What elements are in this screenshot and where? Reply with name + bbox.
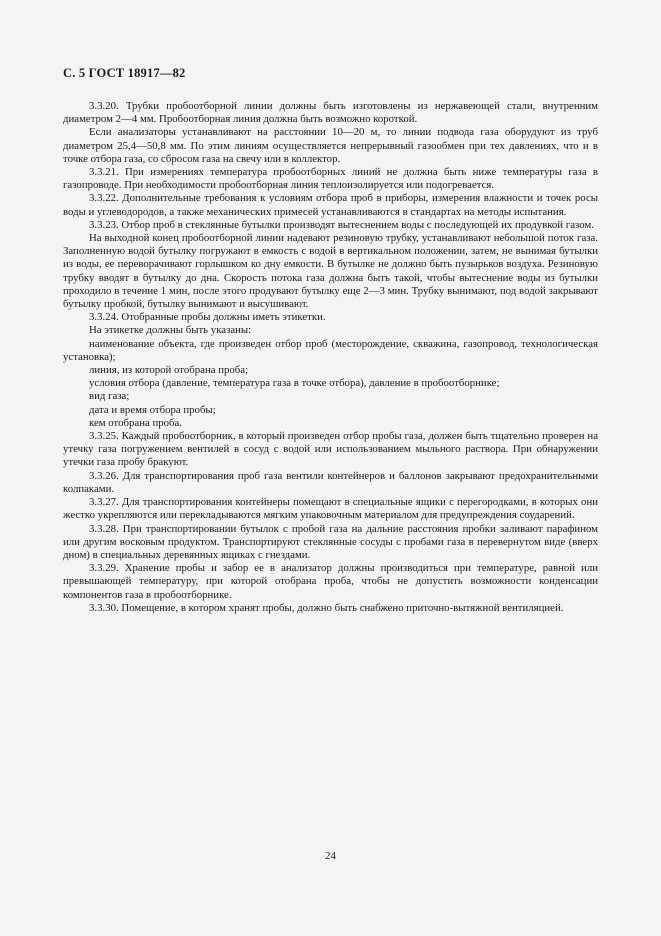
page-number: 24 [325, 850, 336, 862]
paragraph: Если анализаторы устанавливают на расстоянии 10—20 м, то линии подвода газа оборудуют из труб диаметром 25,4—50,8 мм. По этим линиям осуществляется непрерывный газообмен при тех давлениях, что и в точке отбора газа, со сбросом газа на свечу или в коллектор. [63, 126, 598, 165]
paragraph: На этикетке должны быть указаны: [89, 324, 252, 337]
list-item: вид газа; [89, 390, 130, 403]
list-item: наименование объекта, где произведен отбор проб (месторождение, скважина, газопровод, технологическая установка); [63, 337, 598, 363]
paragraph: 3.3.20. Трубки пробоотборной линии должны быть изготовлены из нержавеющей стали, внутренним диаметром 2—4 мм. Пробоотборная линия должна быть возможно короткой. [63, 100, 598, 126]
paragraph: 3.3.22. Дополнительные требования к условиям отбора проб в приборы, измерения влажности и точек росы воды и углеводородов, а также механических примесей устанавливаются в стандартах на методы испытания. [63, 192, 598, 218]
paragraph: 3.3.21. При измерениях температура пробоотборных линий не должна быть ниже температуры газа в газопроводе. При необходимости пробоотборная линия теплоизолируется или подогревается. [63, 166, 598, 192]
paragraph: 3.3.29. Хранение пробы и забор ее в анализатор должны производиться при температуре, равной или превышающей температуру, при которой отобрана проба, чтобы не допустить возможности конденсации компонентов газа в пробоотборнике. [63, 562, 598, 601]
list-item: условия отбора (давление, температура газа в точке отбора), давление в пробоотборнике; [89, 377, 500, 390]
list-item: кем отобрана проба. [89, 416, 183, 429]
paragraph: 3.3.25. Каждый пробоотборник, в который произведен отбор пробы газа, должен быть тщательно проверен на утечку газа погружением вентилей в сосуд с водой или использованием мыльного раствора. При обнаружении утечки газа пробу бракуют. [63, 430, 598, 469]
page-header: С. 5 ГОСТ 18917—82 [63, 66, 186, 80]
document-body [63, 100, 598, 615]
paragraph: 3.3.24. Отобранные пробы должны иметь этикетки. [89, 311, 326, 324]
paragraph: 3.3.26. Для транспортирования проб газа вентили контейнеров и баллонов закрывают предохранительными колпаками. [63, 469, 598, 495]
list-item: дата и время отбора пробы; [89, 403, 216, 416]
paragraph: 3.3.27. Для транспортирования контейнеры помещают в специальные ящики с перегородками, в которых они жестко укрепляются или перекладываются мягким упаковочным материалом для предупреждения соударений. [63, 496, 598, 522]
list-item: линия, из которой отобрана проба; [89, 364, 249, 377]
paragraph: 3.3.23. Отбор проб в стеклянные бутылки производят вытеснением воды с последующей их продувкой газом. [89, 218, 594, 231]
paragraph: 3.3.28. При транспортировании бутылок с пробой газа на дальние расстояния пробки заливают парафином или другим восковым продуктом. Транспортируют стеклянные сосуды с пробами газа в перевернутом виде (вверх дном) в специальных деревянных ящиках с гнездами. [63, 522, 598, 561]
paragraph: На выходной конец пробоотборной линии надевают резиновую трубку, устанавливают небольшой поток газа. Заполненную водой бутылку погружают в емкость с водой в вертикальном положении, затем, не вынимая бутылки из воды, ее переворачивают горлышком ко дну емкости. В бутылке не должно быть пузырьков воздуха. Резиновую трубку вводят в бутылку до дна. Скорость потока газа должна быть такой, чтобы вытеснение воды из бутылки проходило в течение 1 мин, после этого продувают бутылку еще 2—3 мин. Трубку вынимают, под водой закрывают бутылку пробкой, бутылку вынимают и высушивают. [63, 232, 598, 311]
paragraph: 3.3.30. Помещение, в котором хранят пробы, должно быть снабжено приточно-вытяжной вентиляцией. [89, 601, 564, 614]
